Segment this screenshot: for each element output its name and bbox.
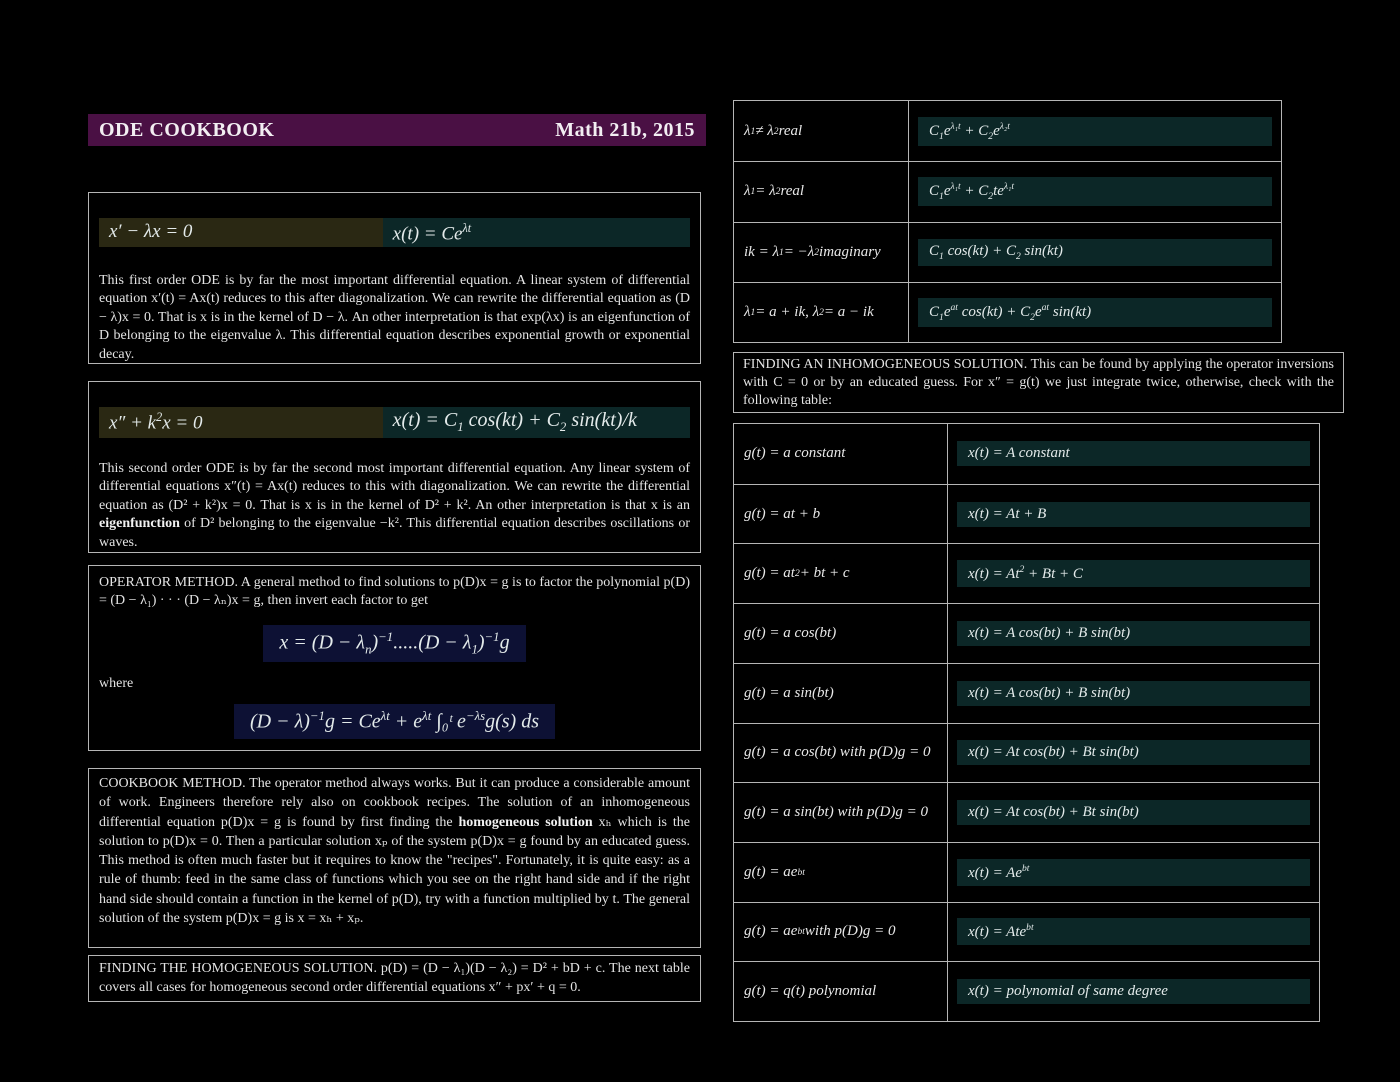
case-cell: λ 1 = a + ik, λ 2 = a − ik — [734, 283, 909, 342]
solution-highlight: $C_1e^{\lambda_1t} + C_2te^{\lambda_1t}$ — [918, 177, 1272, 206]
solution-highlight: $x(t) = At^2 + Bt + C$ — [957, 560, 1310, 587]
table-row — [734, 222, 1281, 282]
cookbook-method-box — [88, 768, 701, 948]
g-cell: g(t) = a constant — [734, 424, 948, 484]
x-cell — [948, 783, 1319, 842]
solution-highlight: $C_1$ $\cos(kt) + C_2$ sin(kt) — [918, 239, 1272, 266]
solution-cell — [909, 162, 1281, 221]
table-row — [734, 161, 1281, 221]
first-ode-solution: $x(t) = Ce^{\lambda t}$ — [383, 218, 690, 247]
second-ode-paragraph: This second order ODE is by far the second most important differential equation. Any linear system of differential equations x″(t) = Ax(t) reduces to this with diagonalization. We can rewrite the differential equation as (D² + k²)x = 0. That is x is in the kernel of D² + k². An other interpretation is that x is an eigenfunction of D² belonging to the eigenvalue −k². This differential equation describes oscillations or waves. — [99, 461, 690, 550]
x-cell — [948, 962, 1319, 1021]
g-cell: g(t) = ae bt — [734, 843, 948, 902]
solution-highlight: $x(t) = Ae^{bt}$ — [957, 859, 1310, 886]
table-row — [734, 424, 1319, 484]
operator-equation-1: $x = (D - \lambda_n)^{-1}.....(D - \lambda_1)^{-1}g$ — [263, 625, 525, 663]
table-row — [734, 782, 1319, 842]
table-row — [734, 484, 1319, 544]
x-cell — [948, 903, 1319, 962]
second-ode-box — [88, 381, 701, 553]
first-ode-paragraph: This first order ODE is by far the most important differential equation. A linear system of differential equation x′(t) = Ax(t) reduces to this after diagonalization. We can rewrite the differential equation as (D − λ)x = 0. That is x is in the kernel of D − λ. An other interpretation is that exp(λx) is an eigenfunction of D belonging to the eigenvalue λ. This differential equation describes exponential growth or exponential decay. — [99, 273, 690, 362]
solution-highlight: $C_1e^{at}$ $\cos(kt) + C_2e^{at}$ sin(kt) — [918, 298, 1272, 327]
page-title: ODE COOKBOOK — [99, 118, 275, 141]
g-cell: g(t) = at + b — [734, 485, 948, 544]
x-cell — [948, 843, 1319, 902]
case-cell: λ 1 ≠ λ 2 real — [734, 101, 909, 161]
x-cell — [948, 424, 1319, 484]
g-cell: g(t) = a cos(bt) — [734, 604, 948, 663]
solution-highlight: x(t) = A cos(bt) + B sin(bt) — [957, 681, 1310, 706]
solution-highlight: x(t) = At cos(bt) + Bt sin(bt) — [957, 740, 1310, 765]
operator-method-intro: OPERATOR METHOD. A general method to find solutions to p(D)x = g is to factor the polynomial p(D) = (D − λ₁) · · · (D − λₙ)x = g, then invert each factor to get — [99, 575, 690, 609]
x-cell — [948, 724, 1319, 783]
title-bar — [88, 114, 706, 146]
operator-equation-2-wrap — [99, 694, 690, 739]
g-cell: g(t) = ae bt with p(D)g = 0 — [734, 903, 948, 962]
solution-cell — [909, 223, 1281, 282]
inhomogeneous-solutions-table — [733, 423, 1320, 1022]
first-ode-box — [88, 192, 701, 364]
table-row — [734, 842, 1319, 902]
table-row — [734, 603, 1319, 663]
solution-highlight: x(t) = A cos(bt) + B sin(bt) — [957, 621, 1310, 646]
g-cell: g(t) = a cos(bt) with p(D)g = 0 — [734, 724, 948, 783]
table-row — [734, 723, 1319, 783]
operator-method-box — [88, 565, 701, 751]
homogeneous-solutions-table — [733, 100, 1282, 343]
second-ode-equation: $x'' + k^2x = 0$ — [99, 407, 383, 438]
table-row — [734, 101, 1281, 161]
second-ode-equation-row — [99, 407, 690, 438]
first-ode-equation-row — [99, 218, 690, 247]
inhomogeneous-note-text: FINDING AN INHOMOGENEOUS SOLUTION. This can be found by applying the operator inversions with C = 0 or by an educated guess. For x″ = g(t) we just integrate twice, otherwise, check with the following table: — [743, 357, 1334, 408]
x-cell — [948, 604, 1319, 663]
solution-cell — [909, 283, 1281, 342]
table-row — [734, 543, 1319, 603]
g-cell: g(t) = at 2 + bt + c — [734, 544, 948, 603]
solution-highlight: x(t) = At + B — [957, 502, 1310, 527]
x-cell — [948, 664, 1319, 723]
x-cell — [948, 485, 1319, 544]
homogeneous-note-box — [88, 955, 701, 1002]
g-cell: g(t) = a sin(bt) with p(D)g = 0 — [734, 783, 948, 842]
solution-highlight: x(t) = polynomial of same degree — [957, 979, 1310, 1004]
first-ode-equation: x′ − λx = 0 — [99, 218, 383, 247]
solution-highlight: x(t) = Ate$^{bt}$ — [957, 918, 1310, 945]
g-cell: g(t) = a sin(bt) — [734, 664, 948, 723]
case-cell: ik = λ 1 = −λ 2 imaginary — [734, 223, 909, 282]
table-row — [734, 282, 1281, 342]
table-row — [734, 902, 1319, 962]
homogeneous-note-text: FINDING THE HOMOGENEOUS SOLUTION. p(D) = (D − λ₁)(D − λ₂) = D² + bD + c. The next table covers all cases for homogeneous second order differential equations x″ + px′ + q = 0. — [99, 961, 690, 995]
case-cell: λ 1 = λ 2 real — [734, 162, 909, 221]
operator-equation-2: $(D - \lambda)^{-1}g = Ce^{\lambda t} + e^{\lambda t}$ ∫₀ᵗ $e^{-\lambda s}g(s)$ ds — [234, 704, 555, 739]
solution-highlight: x(t) = At cos(bt) + Bt sin(bt) — [957, 800, 1310, 825]
x-cell — [948, 544, 1319, 603]
course-label: Math 21b, 2015 — [555, 118, 695, 141]
solution-cell — [909, 101, 1281, 161]
where-label: where — [99, 676, 134, 692]
operator-equation-1-wrap — [99, 611, 690, 663]
table-row — [734, 663, 1319, 723]
table-row — [734, 961, 1319, 1021]
solution-highlight: $C_1e^{\lambda_1t} + C_2e^{\lambda_2t}$ — [918, 117, 1272, 146]
second-ode-solution: $x(t) = C_1$ $\cos(kt) + C_2$ sin(kt)/k — [383, 407, 690, 438]
solution-highlight: x(t) = A constant — [957, 441, 1310, 466]
g-cell: g(t) = q(t) polynomial — [734, 962, 948, 1021]
inhomogeneous-note-box — [733, 352, 1344, 413]
cookbook-method-paragraph: COOKBOOK METHOD. The operator method always works. But it can produce a considerable amount of work. Engineers therefore rely also on cookbook recipes. The solution of an inhomogeneous differential equation p(D)x = g is found by first finding the homogeneous solution xₕ which is the solution to p(D)x = 0. Then a particular solution xₚ of the system p(D)x = g found by an educated guess. This method is often much faster but it requires to know the "recipes". Fortunately, it is quite easy: as a rule of thumb: feed in the same class of functions which you see on the right hand side and if the right hand side should contain a function in the kernel of p(D), try with a function multiplied by t. The general solution of the system p(D)x = g is x = xₕ + xₚ. — [99, 776, 691, 927]
